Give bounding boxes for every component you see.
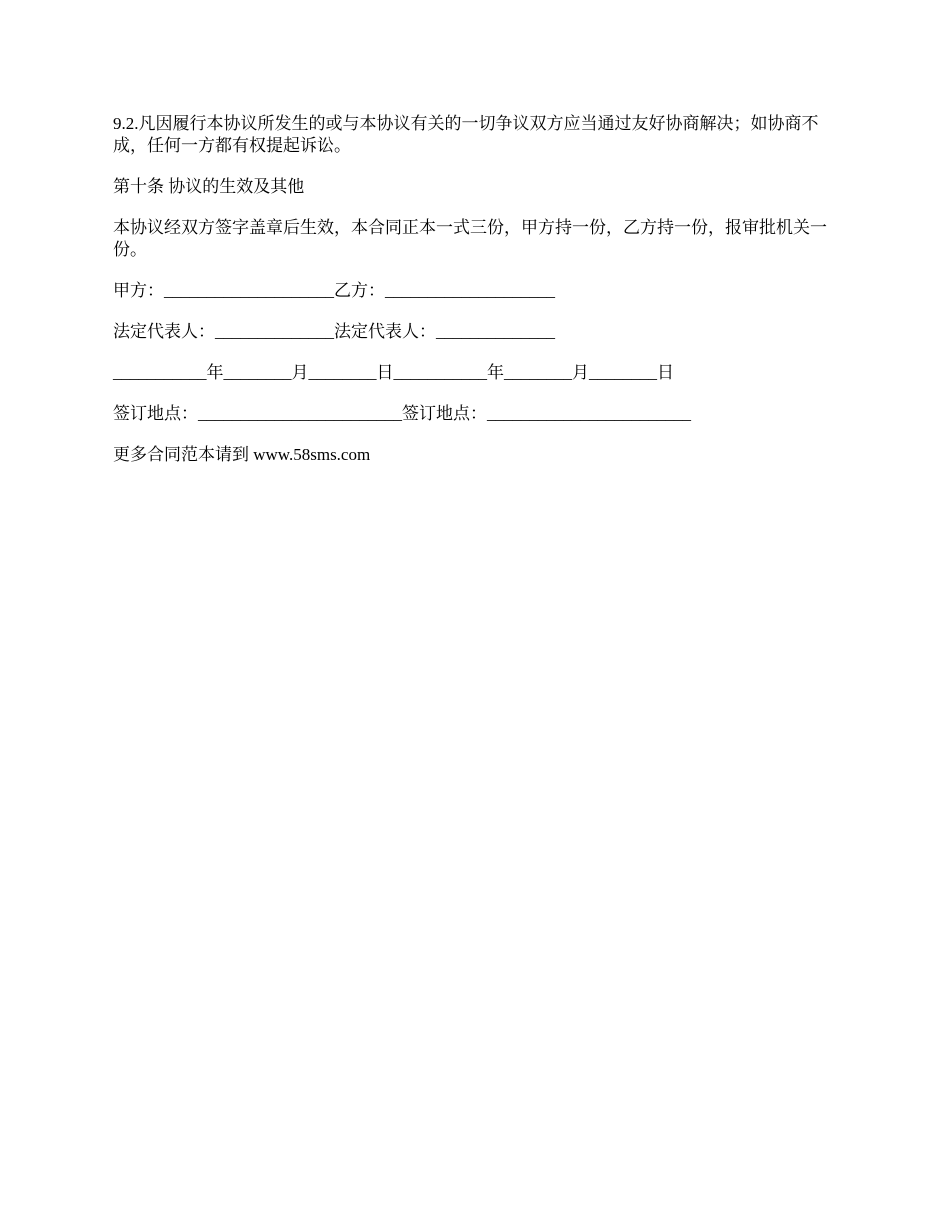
date-line: ___________年________月________日___________年________月________日 <box>113 363 674 382</box>
clause-9-2-paragraph: 9.2.凡因履行本协议所发生的或与本协议有关的一切争议双方应当通过友好协商解决；如协商不成，任何一方都有权提起诉讼。 <box>113 114 819 155</box>
signing-place-line: 签订地点：________________________签订地点：________________________ <box>113 404 691 423</box>
article-10-heading: 第十条 协议的生效及其他 <box>113 177 305 196</box>
parties-signature-line: 甲方：____________________乙方：____________________ <box>113 281 555 300</box>
effect-clause-paragraph: 本协议经双方签字盖章后生效，本合同正本一式三份，甲方持一份，乙方持一份，报审批机关一份。 <box>113 218 827 259</box>
legal-representative-line: 法定代表人：______________法定代表人：______________ <box>113 322 555 341</box>
more-templates-link-text: 更多合同范本请到 www.58sms.com <box>113 445 371 464</box>
document-body <box>113 113 843 485</box>
